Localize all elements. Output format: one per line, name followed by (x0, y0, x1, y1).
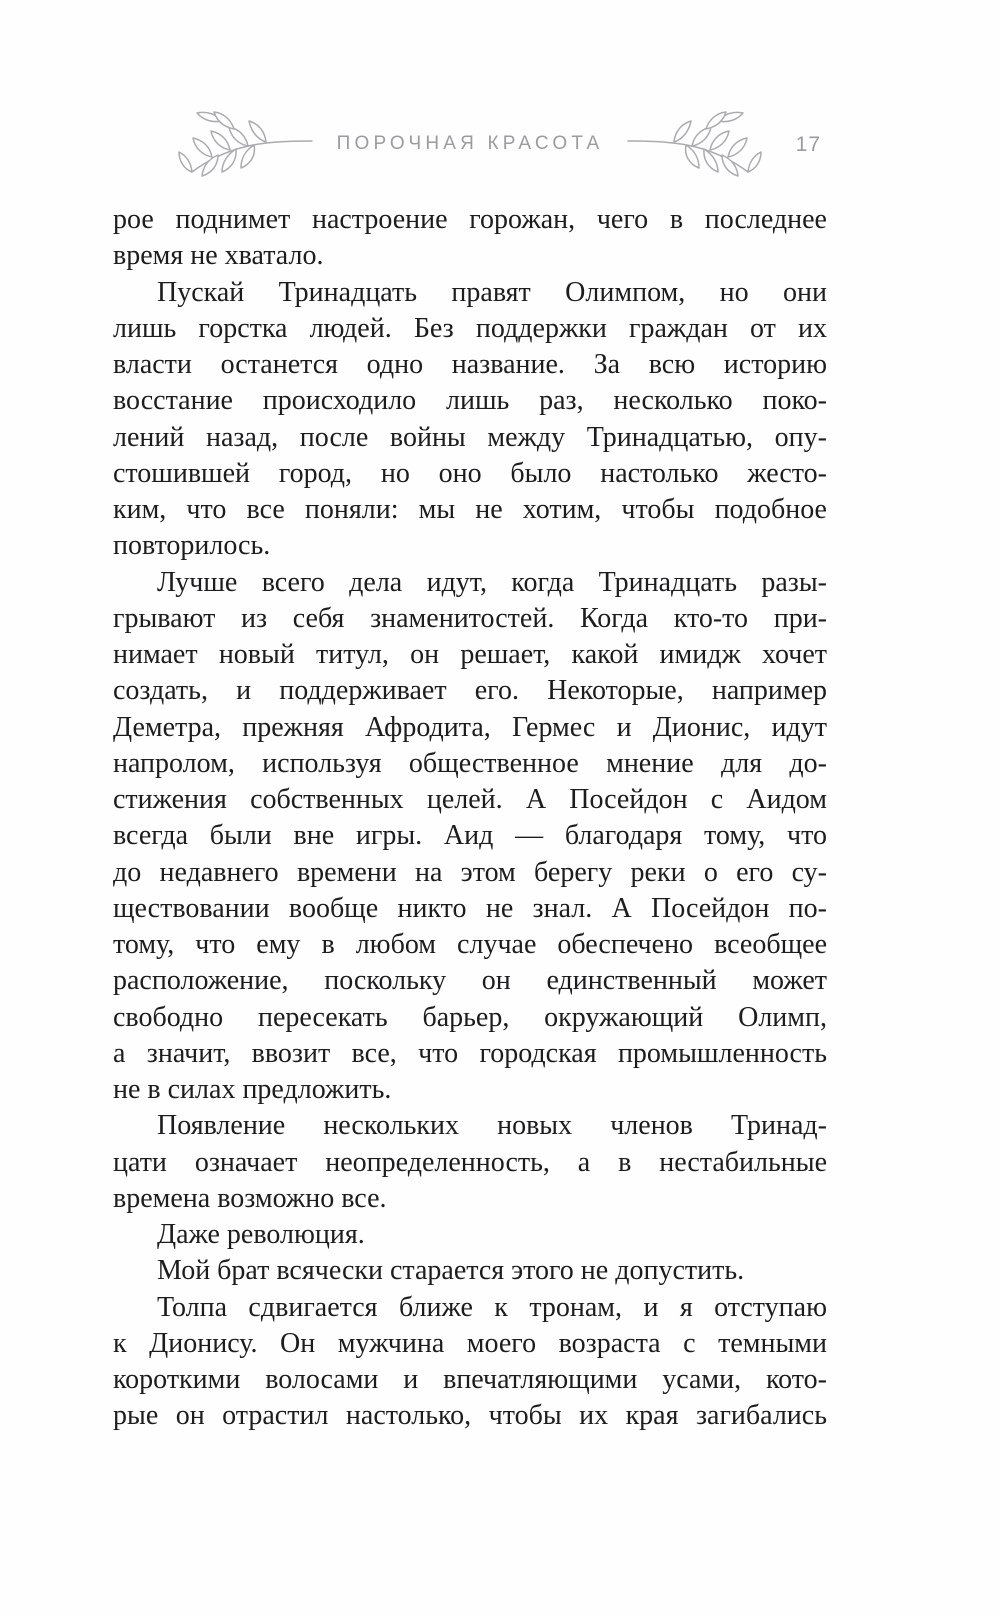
running-head-row (113, 106, 827, 184)
text-line: стижения собственных целей. А Посейдон с Аидом (113, 784, 827, 815)
running-title: ПОРОЧНАЯ КРАСОТА (336, 133, 604, 154)
text-line: ким, что все поняли: мы не хотим, чтобы подобное (113, 494, 827, 525)
text-line: повторилось. (113, 530, 271, 562)
text-line: Деметра, прежняя Афродита, Гермес и Дионис, идут (113, 711, 827, 743)
text-line: Мой брат всячески старается этого не допустить. (157, 1255, 745, 1287)
text-line: свободно пересекать барьер, окружающий Олимп, (113, 1001, 827, 1033)
text-line: расположение, поскольку он единственный может (113, 965, 827, 997)
text-line: до недавнего времени на этом берегу реки о его су- (113, 856, 827, 888)
text-line: цати означает неопределенность, а в нестабильные (113, 1146, 827, 1178)
text-line: Появление нескольких новых членов Тринад- (157, 1110, 827, 1142)
text-line: лишь горстка людей. Без поддержки граждан от их (113, 312, 827, 344)
text-line: восстание происходило лишь раз, несколько поко- (113, 385, 827, 417)
text-line: Даже революция. (157, 1219, 365, 1250)
page-body-text (113, 202, 827, 1435)
text-line: лений назад, после войны между Тринадцатью, опу- (113, 421, 827, 453)
text-line: создать, и поддерживает его. Некоторые, например (113, 675, 827, 707)
text-line: Толпа сдвигается ближе к тронам, и я отступаю (157, 1291, 827, 1323)
text-line: напролом, используя общественное мнение для до- (113, 747, 827, 779)
laurel-branch-right-icon (627, 109, 762, 181)
text-line: всегда были вне игры. Аид — благодаря тому, что (113, 820, 827, 852)
text-line: времена возможно все. (113, 1182, 387, 1214)
page-number: 17 (795, 133, 821, 156)
text-line: а значит, ввозит все, что городская промышленность (113, 1037, 827, 1069)
text-line: власти останется одно название. За всю историю (113, 349, 827, 380)
text-line: рые он отрастил настолько, чтобы их края загибались (113, 1400, 827, 1432)
page-header (113, 106, 827, 184)
text-line: ществовании вообще никто не знал. А Посейдон по- (113, 892, 827, 924)
text-line: рое поднимет настроение горожан, чего в последнее (113, 204, 827, 235)
text-line: стошившей город, но оно было настолько жесто- (113, 457, 827, 489)
text-line: тому, что ему в любом случае обеспечено всеобщее (113, 929, 827, 960)
text-line: не в силах предложить. (113, 1074, 392, 1105)
text-line: к Дионису. Он мужчина моего возраста с темными (113, 1327, 827, 1359)
text-line: Пускай Тринадцать правят Олимпом, но они (157, 276, 827, 308)
text-line: время не хватало. (113, 240, 324, 272)
text-line: грывают из себя знаменитостей. Когда кто-то при- (113, 602, 827, 634)
text-line: нимает новый титул, он решает, какой имидж хочет (113, 639, 827, 670)
laurel-branch-left-icon (178, 109, 313, 181)
text-line: Лучше всего дела идут, когда Тринадцать разы- (157, 566, 827, 598)
text-line: короткими волосами и впечатляющими усами, кото- (113, 1364, 827, 1395)
